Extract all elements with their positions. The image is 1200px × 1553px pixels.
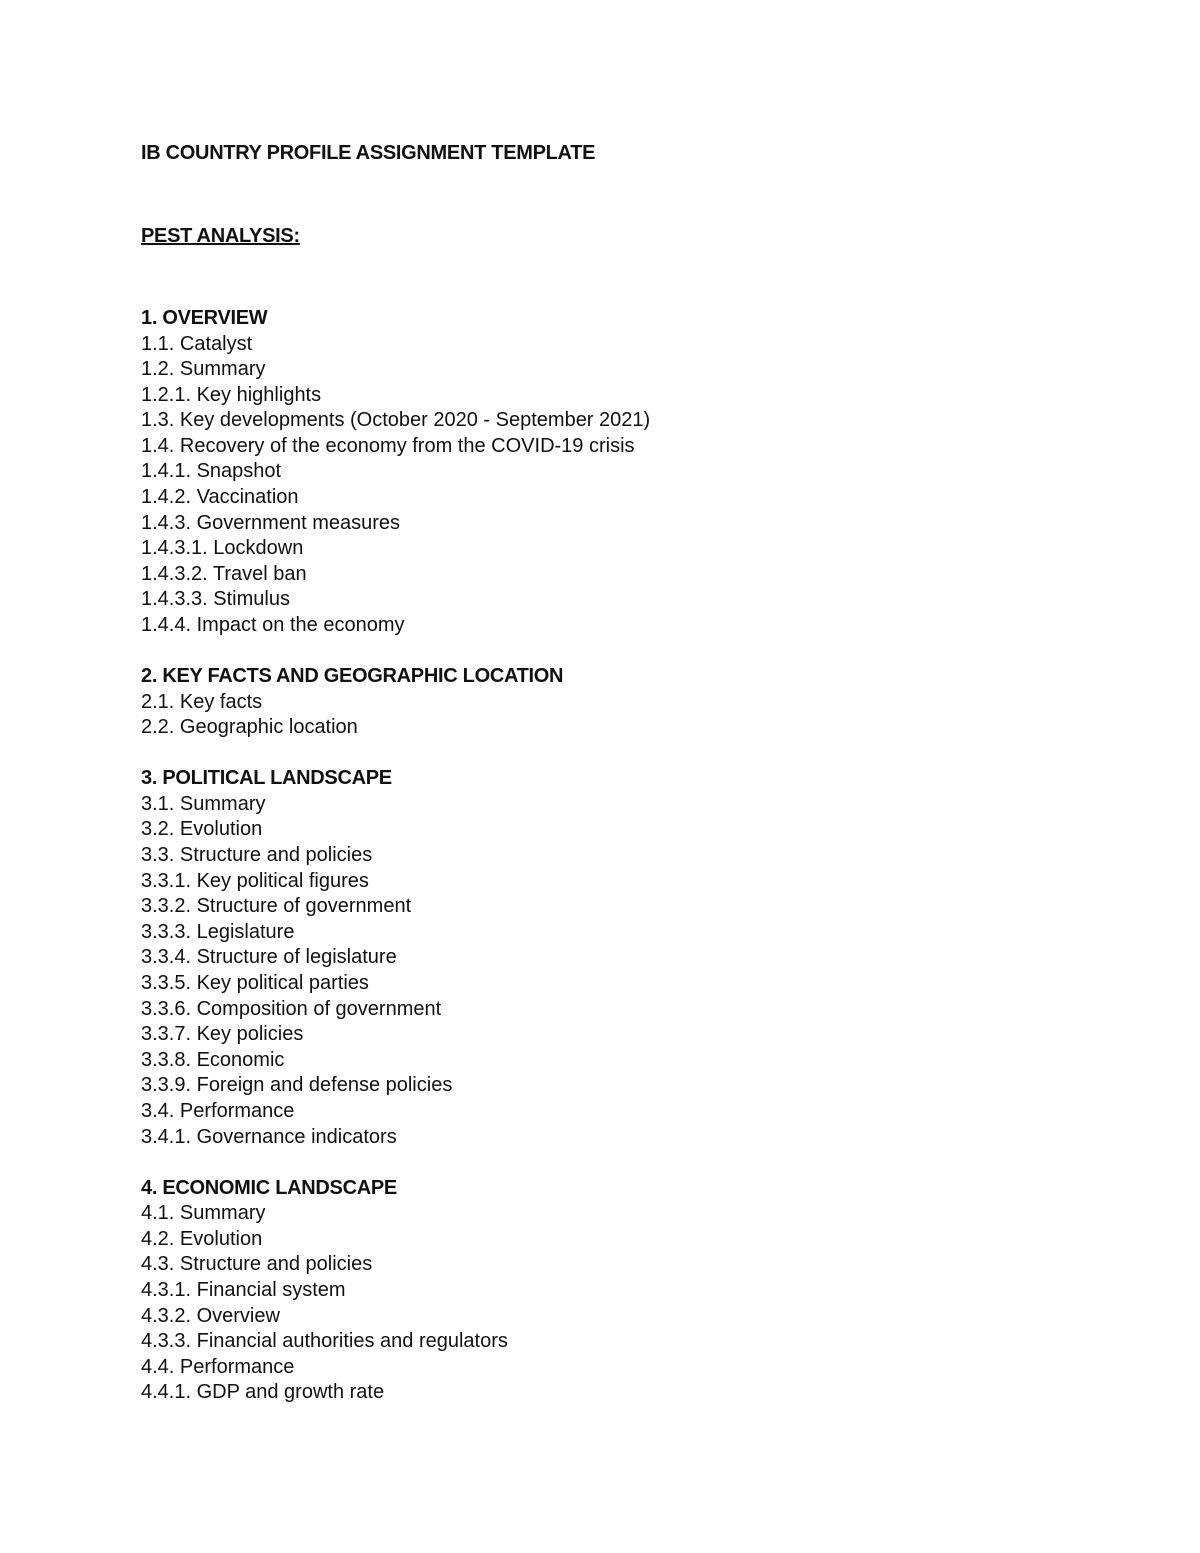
outline-item: 4.3. Structure and policies — [141, 1253, 373, 1276]
outline-item: 1.2. Summary — [141, 358, 266, 381]
section-heading: 1. OVERVIEW — [141, 307, 268, 329]
outline-item: 4.3.3. Financial authorities and regulators — [141, 1330, 508, 1353]
document-title: IB COUNTRY PROFILE ASSIGNMENT TEMPLATE — [141, 142, 596, 164]
outline-item: 1.2.1. Key highlights — [141, 383, 322, 406]
sections-container — [141, 306, 1101, 1406]
outline-item: 3.4. Performance — [141, 1099, 295, 1122]
section — [141, 766, 1101, 1150]
outline-item: 1.4.3.2. Travel ban — [141, 562, 307, 585]
section — [141, 1176, 1101, 1406]
section-heading: 3. POLITICAL LANDSCAPE — [141, 767, 392, 790]
section-item-list — [141, 332, 1101, 639]
outline-item: 3.1. Summary — [141, 792, 266, 815]
outline-item: 3.3.8. Economic — [141, 1048, 285, 1071]
outline-item: 1.4. Recovery of the economy from the COVID-19 crisis — [141, 434, 635, 457]
outline-item: 3.2. Evolution — [141, 818, 263, 841]
outline-item: 3.3.3. Legislature — [141, 920, 295, 943]
outline-item: 3.3.2. Structure of government — [141, 895, 412, 918]
outline-item: 4.4.1. GDP and growth rate — [141, 1381, 385, 1404]
outline-item: 1.4.3.3. Stimulus — [141, 588, 290, 611]
outline-item: 4.1. Summary — [141, 1202, 266, 1225]
outline-item: 1.4.3. Government measures — [141, 511, 401, 534]
section-item-list — [141, 690, 1101, 741]
outline-item: 1.4.3.1. Lockdown — [141, 537, 304, 560]
outline-item: 1.4.2. Vaccination — [141, 486, 299, 509]
outline-item: 3.3.5. Key political parties — [141, 971, 369, 994]
section-heading: 4. ECONOMIC LANDSCAPE — [141, 1176, 397, 1199]
section-heading: 2. KEY FACTS AND GEOGRAPHIC LOCATION — [141, 665, 564, 688]
outline-item: 1.3. Key developments (October 2020 - September 2021) — [141, 409, 651, 432]
outline-item: 4.4. Performance — [141, 1355, 295, 1378]
analysis-label: PEST ANALYSIS: — [141, 224, 300, 247]
outline-item: 3.4.1. Governance indicators — [141, 1125, 397, 1148]
outline-item: 2.2. Geographic location — [141, 716, 358, 739]
outline-item: 3.3. Structure and policies — [141, 844, 373, 866]
document-content — [141, 141, 1101, 1406]
outline-item: 3.3.6. Composition of government — [141, 997, 442, 1020]
outline-item: 1.4.1. Snapshot — [141, 460, 282, 483]
outline-item: 1.4.4. Impact on the economy — [141, 614, 405, 637]
outline-item: 3.3.9. Foreign and defense policies — [141, 1074, 453, 1097]
outline-item: 4.3.2. Overview — [141, 1304, 280, 1327]
section-item-list — [141, 1201, 1101, 1406]
outline-item: 3.3.4. Structure of legislature — [141, 946, 397, 969]
outline-item: 1.1. Catalyst — [141, 332, 253, 355]
section — [141, 306, 1101, 639]
outline-item: 2.1. Key facts — [141, 690, 263, 713]
outline-item: 4.3.1. Financial system — [141, 1278, 346, 1301]
outline-item: 3.3.7. Key policies — [141, 1023, 304, 1046]
section-item-list — [141, 792, 1101, 1150]
outline-item: 4.2. Evolution — [141, 1227, 263, 1250]
outline-item: 3.3.1. Key political figures — [141, 869, 369, 892]
section — [141, 664, 1101, 741]
